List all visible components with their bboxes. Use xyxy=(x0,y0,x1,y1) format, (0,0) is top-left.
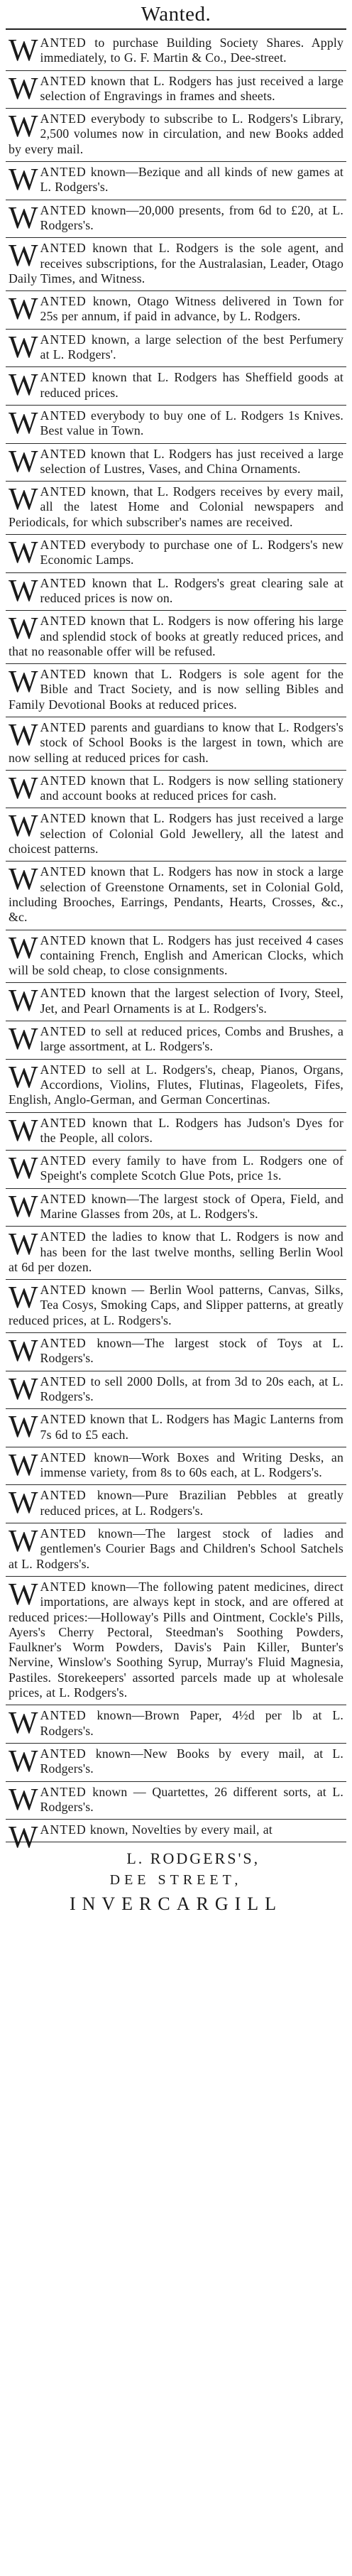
advertisement-text xyxy=(9,808,343,857)
drop-cap: W xyxy=(9,535,38,570)
lead-word: ANTED xyxy=(40,1191,87,1206)
advertisement xyxy=(6,1744,346,1782)
advertisement xyxy=(6,808,346,862)
lead-word: ANTED xyxy=(40,1784,87,1799)
drop-cap: W xyxy=(9,1059,38,1094)
drop-cap: W xyxy=(9,664,38,700)
drop-cap: W xyxy=(9,405,38,440)
advertisement xyxy=(6,482,346,535)
advertisement-body: known that L. Rodgers has just received 4 cases containing French, English and American Clocks, which will be sold cheap, to close consignments. xyxy=(9,933,343,978)
advertisement-text xyxy=(9,109,343,157)
lead-word: ANTED xyxy=(40,1526,87,1541)
drop-cap: W xyxy=(9,1021,38,1057)
advertisement-list xyxy=(6,33,346,1855)
advertisement-text xyxy=(9,664,343,712)
advertisement xyxy=(6,771,346,809)
drop-cap: W xyxy=(9,862,38,897)
lead-word: ANTED xyxy=(40,1450,87,1464)
advertisement-body: known—The following patent medicines, direct importations, are always kept in stock, and are offered at reduced prices:—Holloway's Pills and Ointment, Cockle's Pills, Ayers's Cherry Pectoral, Steedman's Soothing Powders, Faulkner's Worm Powders, Davis's Pain Killer, Bunter's Nervine, Winslow's Soothing Syrup, Murray's Fluid Magnesia, Pastiles. Storekeepers' assorted parcels made up at wholesale prices, at L. Rodgers's. xyxy=(9,1579,343,1700)
advertisement-text xyxy=(9,1188,343,1224)
advertisement-text xyxy=(9,611,343,659)
advertisement xyxy=(6,1820,346,1855)
advertisement-text xyxy=(9,572,343,608)
lead-word: ANTED xyxy=(40,1283,87,1298)
advertisement-body: known that L. Rodgers has now in stock a large selection of Greenstone Ornaments, set in Colonial Gold, including Brooches, Earrings, Pendants, Hearts, Crosses, &c., &c. xyxy=(9,864,343,925)
advertisement-text xyxy=(9,1743,343,1778)
drop-cap: W xyxy=(9,443,38,479)
advertisement-text xyxy=(9,405,343,440)
advertisement xyxy=(6,1523,346,1577)
lead-word: ANTED xyxy=(40,1115,87,1130)
advertisement-body: known that L. Rodgers is sole agent for the Bible and Tract Society, and is now selling Bibles and Family Devotional Books at reduced prices. xyxy=(9,667,343,712)
advertisement-body: known, a large selection of the best Perfumery at L. Rodgers'. xyxy=(40,332,343,362)
advertisement-body: known—New Books by every mail, at L. Rodgers's. xyxy=(40,1746,343,1776)
advertisement-text xyxy=(9,33,343,67)
advertisement-body: known—The largest stock of Toys at L. Rodgers's. xyxy=(40,1336,343,1366)
advertisement-text xyxy=(9,1021,343,1057)
advertisement-body: known — Berlin Wool patterns, Canvas, Silks, Tea Cosys, Smoking Caps, and Slipper patterns, at greatly reduced prices, at L. Rodgers's. xyxy=(9,1283,343,1327)
advertisement xyxy=(6,1021,346,1060)
drop-cap: W xyxy=(9,1781,38,1817)
advertisement-text xyxy=(9,238,343,286)
advertisement-text xyxy=(9,1153,343,1184)
advertisement-text xyxy=(9,1333,343,1369)
advertisement-body: known that the largest selection of Ivory, Steel, Jet, and Pearl Ornaments is at L. Rodgers's. xyxy=(40,986,343,1016)
drop-cap: W xyxy=(9,33,38,67)
advertisement-body: every family to have from L. Rodgers one of Speight's complete Scotch Glue Pots, price 1s. xyxy=(40,1153,343,1183)
advertisement xyxy=(6,1705,346,1744)
advertisement xyxy=(6,862,346,930)
lead-word: ANTED xyxy=(40,1229,87,1244)
advertisement-text xyxy=(9,70,343,106)
drop-cap: W xyxy=(9,1333,38,1369)
lead-word: ANTED xyxy=(40,933,87,947)
advertisement-body: known that L. Rodgers has Magic Lanterns from 7s 6d to £5 each. xyxy=(40,1412,343,1442)
drop-cap: W xyxy=(9,482,38,517)
advertisement xyxy=(6,930,346,984)
advertisement xyxy=(6,1151,346,1189)
lead-word: ANTED xyxy=(40,1153,87,1168)
advertisement-body: the ladies to know that L. Rodgers is now and has been for the last twelve months, selling Berlin Wool at 6d per dozen. xyxy=(9,1229,343,1274)
drop-cap: W xyxy=(9,109,38,144)
advertisement-body: to sell at L. Rodgers's, cheap, Pianos, Organs, Accordions, Violins, Flutes, Flutinas, Flageolets, Fifes, English, Anglo-German, and German Concertinas. xyxy=(9,1062,343,1107)
advertisement-body: known, that L. Rodgers receives by every mail, all the latest Home and Colonial newspapers and Periodicals, for which subscriber's names are received. xyxy=(9,484,343,529)
advertisement-body: known that L. Rodgers's great clearing sale at reduced prices is now on. xyxy=(40,575,343,605)
lead-word: ANTED xyxy=(40,1488,87,1503)
advertisement-body: known—Pure Brazilian Pebbles at greatly reduced prices, at L. Rodgers's. xyxy=(40,1488,343,1518)
lead-word: ANTED xyxy=(40,446,87,461)
lead-word: ANTED xyxy=(40,1822,87,1837)
advertisement xyxy=(6,664,346,717)
advertisement xyxy=(6,1113,346,1151)
advertisement xyxy=(6,33,346,71)
advertisement xyxy=(6,367,346,406)
advertisement xyxy=(6,1060,346,1113)
advertisement-text xyxy=(9,930,343,979)
lead-word: ANTED xyxy=(40,1746,87,1761)
advertisement-text xyxy=(9,1576,343,1700)
advertisement-text xyxy=(9,864,343,925)
drop-cap: W xyxy=(9,1523,38,1559)
lead-word: ANTED xyxy=(40,484,87,499)
drop-cap: W xyxy=(9,1151,38,1186)
advertisement xyxy=(6,1333,346,1371)
lead-word: ANTED xyxy=(40,1579,87,1594)
advertisement-text xyxy=(9,1280,343,1328)
drop-cap: W xyxy=(9,1188,38,1224)
advertisement-body: everybody to subscribe to L. Rodgers's Library, 2,500 volumes now in circulation, and new Books added by every mail. xyxy=(9,112,343,156)
advertisement-text xyxy=(9,770,343,805)
advertisement-body: known—The largest stock of Opera, Field, and Marine Glasses from 20s, at L. Rodgers's. xyxy=(40,1191,343,1221)
lead-word: ANTED xyxy=(40,986,87,1001)
advertisement xyxy=(6,330,346,368)
advertisement-body: known — Quartettes, 26 different sorts, at L. Rodgers's. xyxy=(40,1784,343,1814)
drop-cap: W xyxy=(9,983,38,1018)
advertisement-text xyxy=(9,367,343,403)
drop-cap: W xyxy=(9,1820,38,1855)
lead-word: ANTED xyxy=(40,1708,87,1723)
drop-cap: W xyxy=(9,291,38,327)
advertisement-text xyxy=(9,717,343,766)
lead-word: ANTED xyxy=(40,719,87,734)
advertisement xyxy=(6,71,346,109)
advertisement-body: known—20,000 presents, from 6d to £20, at L. Rodgers's. xyxy=(40,202,343,232)
advertisement-text xyxy=(9,1112,343,1148)
drop-cap: W xyxy=(9,1705,38,1741)
advertisement-text xyxy=(9,1229,343,1275)
section-heading: Wanted. xyxy=(141,3,211,26)
advertisement-body: known—Work Boxes and Writing Desks, an immense variety, from 8s to 60s each, at L. Rodgers's. xyxy=(40,1450,343,1480)
advertisement xyxy=(6,1485,346,1523)
advertisement-body: known that L. Rodgers is the sole agent, and receives subscriptions, for the Australasian, Leader, Otago Daily Times, and Witness. xyxy=(9,241,343,286)
advertisement-text xyxy=(9,1447,343,1482)
drop-cap: W xyxy=(9,70,38,106)
advertisement xyxy=(6,291,346,330)
advertisement-text xyxy=(9,1409,343,1445)
advertisement-text xyxy=(9,443,343,479)
advertisement xyxy=(6,1189,346,1227)
advertiser-town: INVERCARGILL xyxy=(69,1893,283,1915)
advertiser-street: DEE STREET, xyxy=(109,1872,243,1888)
advertisement-body: known—The largest stock of ladies and gentlemen's Courier Bags and Children's School Satchels at L. Rodgers's. xyxy=(9,1526,343,1571)
advertisement-body: known that L. Rodgers has just received a large selection of Colonial Gold Jewellery, all the latest and choicest patterns. xyxy=(9,811,343,857)
advertisement-body: everybody to purchase one of L. Rodgers's new Economic Lamps. xyxy=(40,538,343,567)
lead-word: ANTED xyxy=(40,1336,87,1351)
lead-word: ANTED xyxy=(40,1374,87,1388)
advertisement-text xyxy=(9,1820,343,1855)
drop-cap: W xyxy=(9,162,38,197)
advertiser-signoff xyxy=(6,1842,346,1918)
advertisement-body: known that L. Rodgers has just received a large selection of Lustres, Vases, and China Ornaments. xyxy=(40,446,343,476)
advertisement xyxy=(6,162,346,200)
advertisement xyxy=(6,444,346,482)
lead-word: ANTED xyxy=(40,773,87,788)
lead-word: ANTED xyxy=(40,667,87,682)
lead-word: ANTED xyxy=(40,370,87,385)
advertisement-body: known that L. Rodgers has Sheffield goods at reduced prices. xyxy=(40,370,343,400)
drop-cap: W xyxy=(9,329,38,364)
lead-word: ANTED xyxy=(40,202,87,217)
drop-cap: W xyxy=(9,1112,38,1148)
advertisement-body: to purchase Building Society Shares. Apply immediately, to G. F. Martin & Co., Dee-street. xyxy=(40,36,343,65)
advertisement-body: known—Bezique and all kinds of new games at L. Rodgers's. xyxy=(40,165,343,195)
drop-cap: W xyxy=(9,200,38,235)
advertisement-body: parents and guardians to know that L. Rodgers's stock of School Books is the largest in town, which are now selling at reduced prices for cash. xyxy=(9,719,343,765)
drop-cap: W xyxy=(9,367,38,403)
advertisement-text xyxy=(9,162,343,197)
advertisement-body: everybody to buy one of L. Rodgers 1s Knives. Best value in Town. xyxy=(40,408,343,438)
advertisement-body: known that L. Rodgers has just received a large selection of Engravings in frames and sheets. xyxy=(40,73,343,103)
lead-word: ANTED xyxy=(40,165,87,180)
lead-word: ANTED xyxy=(40,241,87,256)
advertisement-body: known, Otago Witness delivered in Town for 25s per annum, if paid in advance, by L. Rodgers. xyxy=(40,294,343,324)
advertisement xyxy=(6,109,346,162)
advertisement xyxy=(6,1577,346,1705)
drop-cap: W xyxy=(9,1227,38,1262)
drop-cap: W xyxy=(9,717,38,752)
advertisement xyxy=(6,983,346,1021)
advertisement-text xyxy=(9,1371,343,1406)
advertisement-text xyxy=(9,1485,343,1521)
advertisement xyxy=(6,535,346,573)
drop-cap: W xyxy=(9,1576,38,1612)
drop-cap: W xyxy=(9,930,38,965)
advertisement xyxy=(6,1227,346,1280)
drop-cap: W xyxy=(9,1371,38,1406)
advertisement-text xyxy=(9,983,343,1018)
lead-word: ANTED xyxy=(40,36,87,50)
advertisement-text xyxy=(9,329,343,364)
advertisement-body: to sell 2000 Dolls, at from 3d to 20s each, at L. Rodgers's. xyxy=(40,1374,343,1403)
advertisement-text xyxy=(9,535,343,570)
advertisement-text xyxy=(9,1523,343,1572)
advertisement-body: known that L. Rodgers has Judson's Dyes for the People, all colors. xyxy=(40,1115,343,1145)
advertisement-text xyxy=(9,484,343,530)
lead-word: ANTED xyxy=(40,112,87,126)
lead-word: ANTED xyxy=(40,614,87,629)
lead-word: ANTED xyxy=(40,575,87,590)
lead-word: ANTED xyxy=(40,332,87,347)
drop-cap: W xyxy=(9,1280,38,1315)
advertisement xyxy=(6,611,346,664)
lead-word: ANTED xyxy=(40,294,87,309)
advertiser-name: L. RODGERS'S, xyxy=(126,1849,260,1868)
advertisement-text xyxy=(9,1781,343,1817)
heading-rule xyxy=(6,28,346,30)
lead-word: ANTED xyxy=(40,408,87,423)
advertisement-body: to sell at reduced prices, Combs and Brushes, a large assortment, at L. Rodgers's. xyxy=(40,1024,343,1054)
lead-word: ANTED xyxy=(40,811,87,826)
drop-cap: W xyxy=(9,770,38,805)
advertisement-text xyxy=(9,291,343,327)
advertisement-body: known, Novelties by every mail, at xyxy=(86,1822,273,1837)
drop-cap: W xyxy=(9,1485,38,1521)
advertisement xyxy=(6,238,346,291)
advertisement xyxy=(6,717,346,771)
advertisement xyxy=(6,1782,346,1820)
drop-cap: W xyxy=(9,238,38,273)
advertisement xyxy=(6,1447,346,1486)
drop-cap: W xyxy=(9,611,38,646)
advertisement xyxy=(6,1371,346,1410)
drop-cap: W xyxy=(9,572,38,608)
lead-word: ANTED xyxy=(40,864,87,879)
advertisement xyxy=(6,573,346,612)
drop-cap: W xyxy=(9,1447,38,1482)
drop-cap: W xyxy=(9,1409,38,1445)
advertisement-body: known that L. Rodgers is now offering his large and splendid stock of books at greatly reduced prices, and that no reasonable offer will be refused. xyxy=(9,614,343,658)
lead-word: ANTED xyxy=(40,1024,87,1039)
drop-cap: W xyxy=(9,1743,38,1778)
advertisement xyxy=(6,1409,346,1447)
drop-cap: W xyxy=(9,808,38,844)
advertisement xyxy=(6,406,346,444)
lead-word: ANTED xyxy=(40,1062,87,1077)
lead-word: ANTED xyxy=(40,73,87,88)
advertisement-text xyxy=(9,1705,343,1741)
lead-word: ANTED xyxy=(40,1412,87,1427)
advertisement-body: known—Brown Paper, 4½d per lb at L. Rodgers's. xyxy=(40,1708,343,1738)
advertisement-text xyxy=(9,200,343,235)
advertisement xyxy=(6,200,346,239)
advertisement-body: known that L. Rodgers is now selling stationery and account books at reduced prices for cash. xyxy=(40,773,343,803)
advertisement-text xyxy=(9,1059,343,1108)
advertisement xyxy=(6,1280,346,1333)
lead-word: ANTED xyxy=(40,538,87,553)
